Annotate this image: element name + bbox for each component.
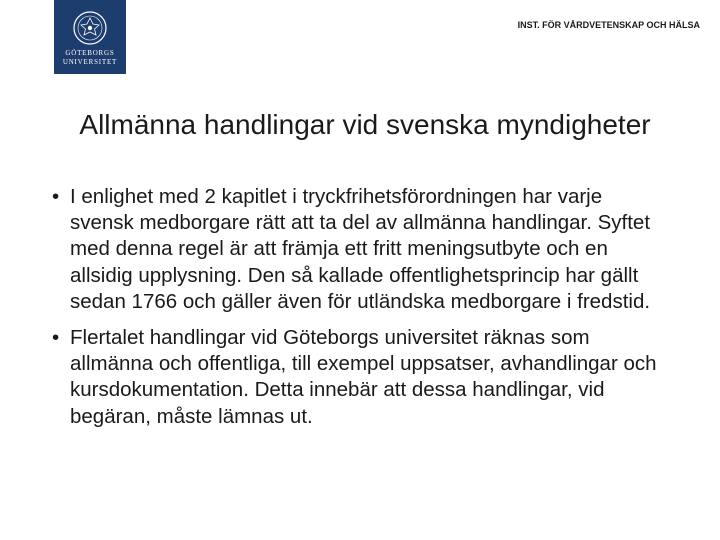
bullet-glyph: • xyxy=(52,185,60,208)
bullet-text: I enlighet med 2 kapitlet i tryckfrihetsförordningen har varje svensk medborgare rätt att ta del av allmänna handlingar. Syftet med denna regel är att främja ett fritt meningsutbyte och en allsidig upplysning. Den så kallade offentlighetsprincip har gällt sedan 1766 och gäller även för utländska medborgare i fredstid. xyxy=(70,185,651,313)
bullet-item xyxy=(52,325,662,430)
logo-text-line2: UNIVERSITET xyxy=(62,58,118,66)
bullet-text: Flertalet handlingar vid Göteborgs universitet räknas som allmänna och offentliga, till exempel uppsatser, avhandlingar och kursdokumentation. Detta innebär att dessa handlingar, vid begäran, måste lämnas ut. xyxy=(70,326,657,428)
university-logo xyxy=(54,0,126,74)
university-seal-icon xyxy=(72,10,108,46)
slide-title: Allmänna handlingar vid svenska myndigheter xyxy=(79,109,651,140)
logo-text-line1: GÖTEBORGS xyxy=(65,49,115,57)
bullet-list xyxy=(52,184,662,440)
logo-wordmark xyxy=(63,49,117,67)
bullet-glyph: • xyxy=(52,326,60,350)
institution-name: INST. FÖR VÅRDVETENSKAP OCH HÄLSA xyxy=(517,20,700,30)
bullet-item xyxy=(52,184,662,315)
